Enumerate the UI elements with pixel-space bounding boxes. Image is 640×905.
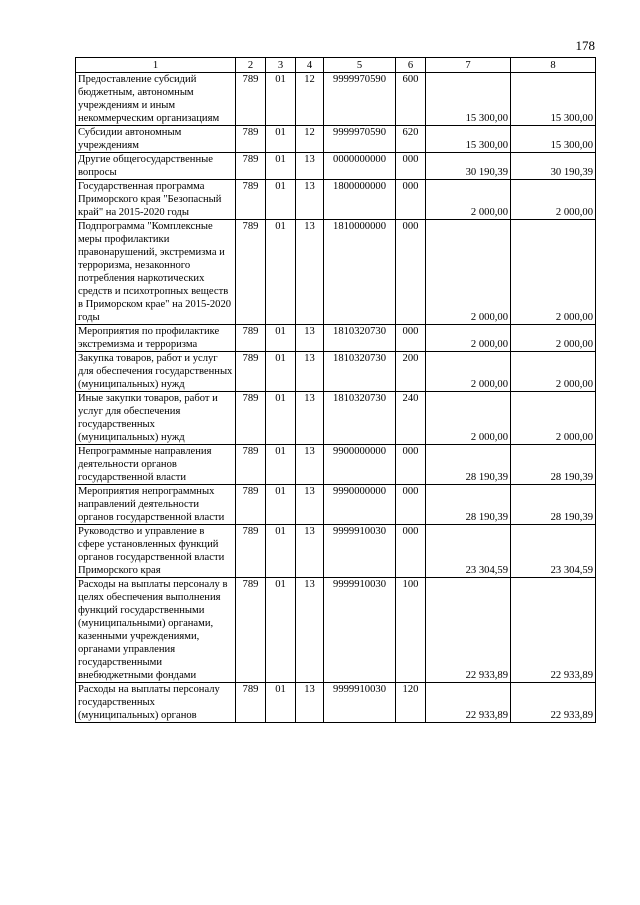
row-name: Другие общегосударственные вопросы bbox=[76, 153, 236, 180]
row-col-6: 600 bbox=[396, 73, 426, 126]
header-row bbox=[76, 58, 596, 73]
row-amount-8: 2 000,00 bbox=[511, 220, 596, 325]
row-col-3: 01 bbox=[266, 683, 296, 723]
page-number: 178 bbox=[575, 38, 595, 53]
row-amount-7: 28 190,39 bbox=[426, 485, 511, 525]
table-row bbox=[76, 180, 596, 220]
row-col-3: 01 bbox=[266, 485, 296, 525]
row-col-6: 100 bbox=[396, 578, 426, 683]
row-col-5: 9990000000 bbox=[324, 485, 396, 525]
table-row bbox=[76, 126, 596, 153]
row-col-2: 789 bbox=[236, 180, 266, 220]
row-name: Предоставление субсидий бюджетным, автономным учреждениям и иным некоммерческим организациям bbox=[76, 73, 236, 126]
row-amount-8: 28 190,39 bbox=[511, 485, 596, 525]
header-col-3: 3 bbox=[266, 58, 296, 73]
row-amount-7: 2 000,00 bbox=[426, 325, 511, 352]
row-col-3: 01 bbox=[266, 392, 296, 445]
row-col-2: 789 bbox=[236, 392, 266, 445]
row-col-3: 01 bbox=[266, 153, 296, 180]
row-col-2: 789 bbox=[236, 153, 266, 180]
row-amount-7: 30 190,39 bbox=[426, 153, 511, 180]
row-col-6: 620 bbox=[396, 126, 426, 153]
row-col-6: 000 bbox=[396, 525, 426, 578]
row-name: Государственная программа Приморского края "Безопасный край" на 2015-2020 годы bbox=[76, 180, 236, 220]
row-col-4: 13 bbox=[296, 525, 324, 578]
row-name: Руководство и управление в сфере установленных функций органов государственной власти Приморского края bbox=[76, 525, 236, 578]
row-amount-7: 28 190,39 bbox=[426, 445, 511, 485]
row-col-3: 01 bbox=[266, 578, 296, 683]
row-col-4: 13 bbox=[296, 220, 324, 325]
row-col-6: 200 bbox=[396, 352, 426, 392]
row-col-3: 01 bbox=[266, 73, 296, 126]
row-name: Субсидии автономным учреждениям bbox=[76, 126, 236, 153]
table-row bbox=[76, 578, 596, 683]
row-amount-8: 23 304,59 bbox=[511, 525, 596, 578]
row-col-4: 12 bbox=[296, 126, 324, 153]
row-col-6: 000 bbox=[396, 153, 426, 180]
row-amount-8: 2 000,00 bbox=[511, 325, 596, 352]
row-col-5: 1810320730 bbox=[324, 352, 396, 392]
row-col-4: 13 bbox=[296, 392, 324, 445]
row-col-2: 789 bbox=[236, 578, 266, 683]
row-col-6: 120 bbox=[396, 683, 426, 723]
row-col-2: 789 bbox=[236, 445, 266, 485]
row-col-6: 000 bbox=[396, 325, 426, 352]
table-row bbox=[76, 73, 596, 126]
row-col-2: 789 bbox=[236, 525, 266, 578]
row-col-5: 9900000000 bbox=[324, 445, 396, 485]
header-col-1: 1 bbox=[76, 58, 236, 73]
row-amount-7: 2 000,00 bbox=[426, 220, 511, 325]
row-amount-7: 22 933,89 bbox=[426, 578, 511, 683]
row-amount-8: 2 000,00 bbox=[511, 392, 596, 445]
row-amount-7: 2 000,00 bbox=[426, 180, 511, 220]
row-amount-7: 15 300,00 bbox=[426, 126, 511, 153]
row-col-5: 9999910030 bbox=[324, 578, 396, 683]
row-amount-7: 2 000,00 bbox=[426, 352, 511, 392]
row-col-3: 01 bbox=[266, 445, 296, 485]
row-col-2: 789 bbox=[236, 126, 266, 153]
table-row bbox=[76, 392, 596, 445]
table-row bbox=[76, 352, 596, 392]
row-col-4: 13 bbox=[296, 485, 324, 525]
row-col-5: 1810320730 bbox=[324, 325, 396, 352]
row-col-5: 9999970590 bbox=[324, 126, 396, 153]
row-col-6: 000 bbox=[396, 220, 426, 325]
header-col-4: 4 bbox=[296, 58, 324, 73]
row-col-4: 13 bbox=[296, 578, 324, 683]
row-amount-7: 2 000,00 bbox=[426, 392, 511, 445]
row-col-2: 789 bbox=[236, 73, 266, 126]
row-col-3: 01 bbox=[266, 352, 296, 392]
row-amount-8: 2 000,00 bbox=[511, 180, 596, 220]
table-row bbox=[76, 325, 596, 352]
row-name: Непрограммные направления деятельности органов государственной власти bbox=[76, 445, 236, 485]
row-col-5: 9999910030 bbox=[324, 683, 396, 723]
table-row bbox=[76, 220, 596, 325]
row-name: Подпрограмма "Комплексные меры профилактики правонарушений, экстремизма и терроризма, незаконного потребления наркотических средств и психотропных веществ в Приморском крае" на 2015-2020 годы bbox=[76, 220, 236, 325]
row-col-2: 789 bbox=[236, 683, 266, 723]
row-name: Расходы на выплаты персоналу государственных (муниципальных) органов bbox=[76, 683, 236, 723]
row-name: Мероприятия по профилактике экстремизма и терроризма bbox=[76, 325, 236, 352]
header-col-2: 2 bbox=[236, 58, 266, 73]
row-col-4: 13 bbox=[296, 445, 324, 485]
header-col-7: 7 bbox=[426, 58, 511, 73]
table-row bbox=[76, 485, 596, 525]
row-name: Расходы на выплаты персоналу в целях обеспечения выполнения функций государственными (муниципальными) органами, казенными учреждениями, органами управления государственными внебюджетными фондами bbox=[76, 578, 236, 683]
row-amount-7: 23 304,59 bbox=[426, 525, 511, 578]
row-amount-7: 22 933,89 bbox=[426, 683, 511, 723]
row-col-4: 13 bbox=[296, 325, 324, 352]
row-col-2: 789 bbox=[236, 325, 266, 352]
row-col-2: 789 bbox=[236, 485, 266, 525]
row-name: Иные закупки товаров, работ и услуг для обеспечения государственных (муниципальных) нужд bbox=[76, 392, 236, 445]
row-amount-8: 28 190,39 bbox=[511, 445, 596, 485]
row-amount-8: 22 933,89 bbox=[511, 683, 596, 723]
row-col-4: 13 bbox=[296, 153, 324, 180]
row-col-6: 000 bbox=[396, 485, 426, 525]
row-col-3: 01 bbox=[266, 220, 296, 325]
row-col-4: 12 bbox=[296, 73, 324, 126]
row-amount-8: 15 300,00 bbox=[511, 73, 596, 126]
row-col-5: 9999970590 bbox=[324, 73, 396, 126]
row-col-6: 000 bbox=[396, 180, 426, 220]
row-col-5: 1810320730 bbox=[324, 392, 396, 445]
row-col-3: 01 bbox=[266, 180, 296, 220]
row-col-6: 000 bbox=[396, 445, 426, 485]
row-amount-8: 22 933,89 bbox=[511, 578, 596, 683]
row-amount-8: 2 000,00 bbox=[511, 352, 596, 392]
header-col-6: 6 bbox=[396, 58, 426, 73]
table-row bbox=[76, 153, 596, 180]
table-row bbox=[76, 445, 596, 485]
row-col-2: 789 bbox=[236, 220, 266, 325]
row-col-3: 01 bbox=[266, 525, 296, 578]
header-col-5: 5 bbox=[324, 58, 396, 73]
table-row bbox=[76, 683, 596, 723]
row-col-3: 01 bbox=[266, 126, 296, 153]
row-col-4: 13 bbox=[296, 352, 324, 392]
row-col-3: 01 bbox=[266, 325, 296, 352]
row-col-4: 13 bbox=[296, 683, 324, 723]
header-col-8: 8 bbox=[511, 58, 596, 73]
table-row bbox=[76, 525, 596, 578]
row-amount-7: 15 300,00 bbox=[426, 73, 511, 126]
row-col-5: 0000000000 bbox=[324, 153, 396, 180]
row-name: Закупка товаров, работ и услуг для обеспечения государственных (муниципальных) нужд bbox=[76, 352, 236, 392]
row-col-5: 1810000000 bbox=[324, 220, 396, 325]
row-col-5: 1800000000 bbox=[324, 180, 396, 220]
row-col-4: 13 bbox=[296, 180, 324, 220]
row-col-6: 240 bbox=[396, 392, 426, 445]
row-amount-8: 30 190,39 bbox=[511, 153, 596, 180]
row-col-5: 9999910030 bbox=[324, 525, 396, 578]
budget-table bbox=[75, 57, 596, 723]
row-amount-8: 15 300,00 bbox=[511, 126, 596, 153]
row-col-2: 789 bbox=[236, 352, 266, 392]
row-name: Мероприятия непрограммных направлений деятельности органов государственной власти bbox=[76, 485, 236, 525]
